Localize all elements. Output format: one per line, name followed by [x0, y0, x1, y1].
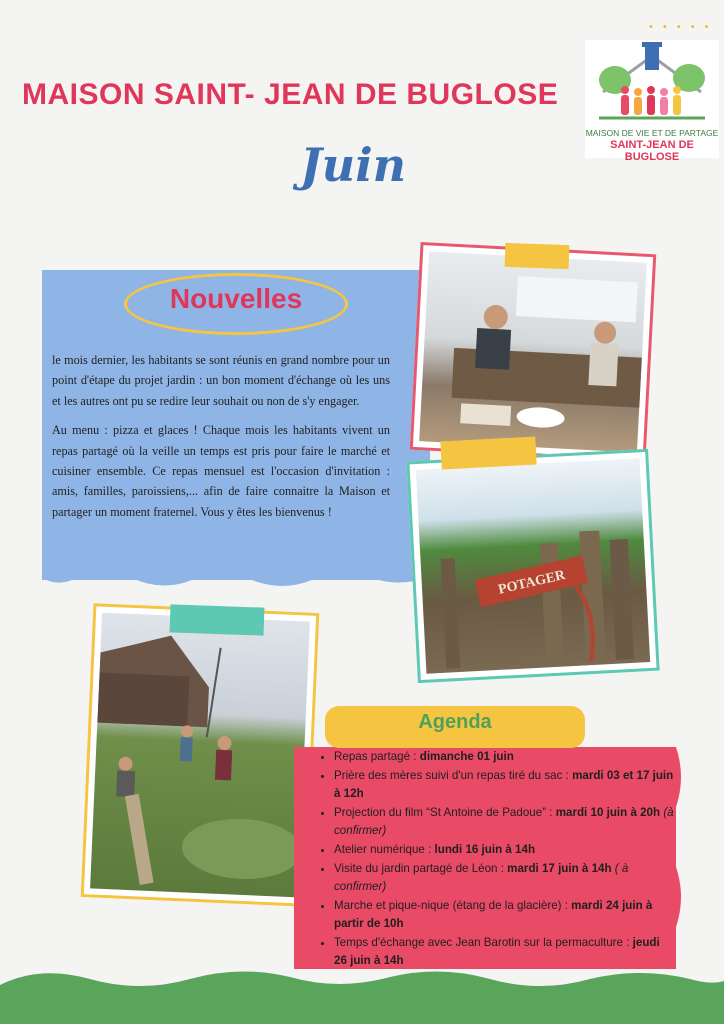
- logo-name: SAINT-JEAN DE BUGLOSE: [610, 139, 694, 163]
- potager-sign-text: POTAGER: [496, 567, 567, 598]
- agenda-item: [334, 767, 674, 803]
- agenda-item-label: Temps d'échange avec Jean Barotin sur la permaculture :: [334, 936, 633, 949]
- agenda-item-note: (à confirmer): [334, 806, 674, 837]
- news-wave-edge: [42, 564, 430, 594]
- decorative-dots: •••••: [648, 22, 718, 33]
- agenda-item-label: Visite du jardin partagé de Léon :: [334, 862, 508, 875]
- news-title: Nouvelles: [169, 283, 303, 314]
- kitchen-scene-image: [419, 251, 647, 452]
- potager-scene-image: [416, 458, 650, 673]
- agenda-item-label: Projection du film “St Antoine de Padoue” :: [334, 806, 556, 819]
- logo-subtitle: MAISON DE VIE ET DE PARTAGE: [585, 128, 719, 138]
- agenda-item-date: dimanche 01 juin: [419, 750, 514, 763]
- agenda-title: Agenda: [418, 711, 492, 733]
- tape: [170, 604, 265, 635]
- agenda-item: [334, 804, 674, 840]
- kitchen-photo: [410, 242, 657, 462]
- agenda-item: [334, 841, 674, 859]
- logo-house-icon: [585, 40, 719, 128]
- potager-photo: [406, 449, 659, 683]
- garden-photo: [81, 603, 320, 907]
- agenda-item-date: mardi 17 juin à 14h: [507, 862, 612, 875]
- agenda-item-date: mardi 24 juin à partir de 10h: [334, 899, 653, 930]
- agenda-item-label: Atelier numérique :: [334, 843, 435, 856]
- agenda-list: [318, 748, 674, 971]
- news-paragraph: Au menu : pizza et glaces ! Chaque mois les habitants vivent un repas partagé où la veille un temps est pris pour faire le marché et cuisiner ensemble. Ce repas mensuel est l'occasion d'invitation : amis, familles, paroissiens,... afin de faire connaitre la Maison et partager un moment fraternel. Vous y êtes les bienvenus !: [52, 423, 390, 519]
- news-body: [52, 350, 390, 531]
- tape: [505, 243, 570, 269]
- agenda-item-date: jeudi 26 juin à 14h: [334, 936, 660, 967]
- agenda-item-note: ( à confirmer): [334, 862, 629, 893]
- agenda-item: [334, 748, 674, 766]
- agenda-item: [334, 897, 674, 933]
- agenda-item-label: Prière des mères suivi d'un repas tiré du sac :: [334, 769, 573, 782]
- agenda-item-date: lundi 16 juin à 14h: [434, 843, 536, 856]
- month-title: Juin: [300, 138, 407, 192]
- page-title: MAISON SAINT- JEAN DE BUGLOSE: [22, 78, 559, 111]
- agenda-item-date: mardi 03 et 17 juin à 12h: [334, 769, 674, 800]
- tape: [440, 437, 536, 470]
- agenda-item: [334, 860, 674, 896]
- bottom-wave: [0, 965, 724, 1024]
- garden-scene-image: [90, 613, 310, 898]
- agenda-item-label: Marche et pique-nique (étang de la glacière) :: [334, 899, 572, 912]
- news-paragraph: le mois dernier, les habitants se sont réunis en grand nombre pour un point d'étape du projet jardin : un bon moment d'échange où les uns et les autres ont pu se redire leur souhait ou non de s'y engager.: [52, 353, 390, 408]
- agenda-item-date: mardi 10 juin à 20h: [555, 806, 661, 819]
- agenda-item-label: Repas partagé :: [334, 750, 420, 763]
